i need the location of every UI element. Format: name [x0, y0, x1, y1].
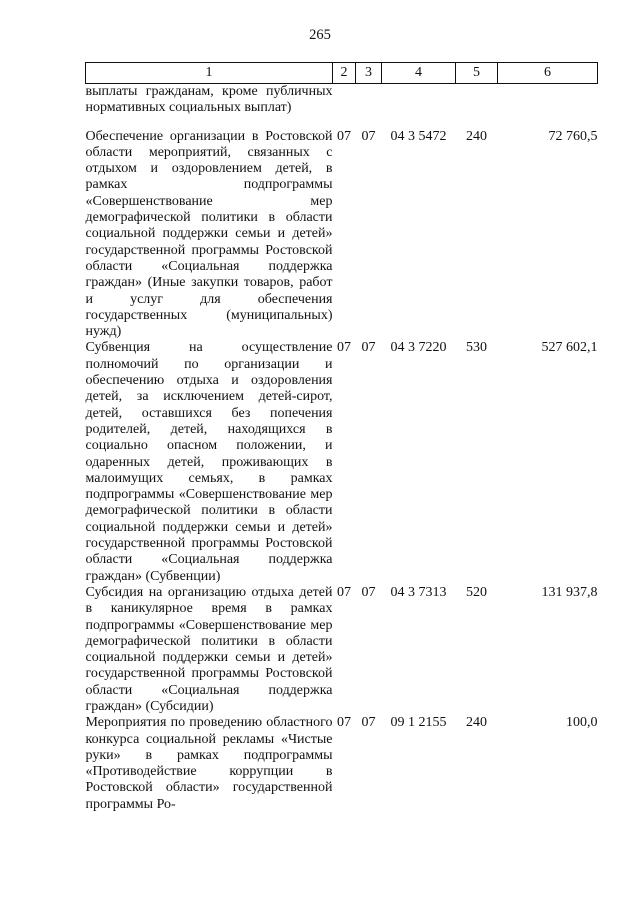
row-section	[333, 84, 356, 129]
row-amount: 131 937,8	[541, 584, 598, 600]
row-description: Субсидия на организацию отдыха детей в каникулярное время в рамках подпрограммы «Совершенствование мер демографической политики в области социальной поддержки семьи и детей» государственной программы Ростовской области «Социальная поддержка граждан» (Субсидии)	[85, 584, 333, 714]
page-number: 265	[309, 27, 331, 43]
row-expense-type: 520	[466, 584, 487, 600]
row-expense-type: 240	[466, 715, 487, 731]
table-row	[86, 129, 598, 341]
table-row	[86, 715, 598, 813]
row-target-article: 09 1 2155	[390, 715, 447, 731]
row-description: Субвенция на осуществление полномочий по организации и обеспечению отдыха и оздоровления детей, за исключением детей-сирот, детей, оставшихся без попечения родителей, детей, находящихся в социально опасном положении, и одаренных детей, проживающих в малоимущих семьях, в рамках подпрограммы «Совершенствование мер демографической политики в области социальной поддержки семьи и детей» государственной программы Ростовской области «Социальная поддержка граждан» (Субвенции)	[85, 340, 333, 584]
header-cell-4: 4	[382, 63, 456, 84]
header-cell-3: 3	[356, 63, 382, 84]
header-cell-2: 2	[333, 63, 356, 84]
row-target-article: 04 3 5472	[390, 128, 447, 144]
row-subsection	[356, 84, 382, 129]
row-expense-type: 530	[466, 340, 487, 356]
table-row	[86, 340, 598, 584]
header-cell-6: 6	[498, 63, 598, 84]
header-row	[86, 63, 598, 84]
row-subsection: 07	[361, 340, 376, 356]
row-section: 07	[337, 128, 351, 144]
table-body	[86, 84, 598, 814]
row-section: 07	[337, 584, 351, 600]
row-description: Мероприятия по проведению областного конкурса социальной рекламы «Чистые руки» в рамках подпрограммы «Противодействие коррупции в Ростовской области» государственной программы Ро-	[85, 715, 333, 812]
row-target-article: 04 3 7220	[390, 340, 447, 356]
row-target-article	[382, 84, 456, 129]
row-section: 07	[337, 340, 351, 356]
row-amount: 527 602,1	[541, 340, 598, 356]
row-subsection: 07	[361, 584, 376, 600]
row-amount: 100,0	[566, 715, 598, 731]
table-row	[86, 585, 598, 715]
row-subsection: 07	[361, 128, 376, 144]
row-subsection: 07	[361, 715, 376, 731]
row-description: выплаты гражданам, кроме публичных нормативных социальных выплат)	[85, 84, 333, 116]
row-expense-type: 240	[466, 128, 487, 144]
table-row	[86, 84, 598, 129]
table-header	[86, 63, 598, 84]
row-amount: 72 760,5	[548, 128, 598, 144]
row-expense-type	[456, 84, 498, 129]
row-target-article: 04 3 7313	[390, 584, 447, 600]
header-cell-5: 5	[456, 63, 498, 84]
row-section: 07	[337, 715, 351, 731]
budget-table	[85, 62, 598, 813]
header-cell-1: 1	[86, 63, 333, 84]
row-description: Обеспечение организации в Ростовской области мероприятий, связанных с отдыхом и оздоровлением детей, в рамках подпрограммы «Совершенствование мер демографической политики в области социальной поддержки семьи и детей» государственной программы Ростовской области «Социальная поддержка граждан» (Иные закупки товаров, работ и услуг для обеспечения государственных (муниципальных) нужд)	[85, 128, 333, 340]
row-amount	[498, 84, 598, 129]
